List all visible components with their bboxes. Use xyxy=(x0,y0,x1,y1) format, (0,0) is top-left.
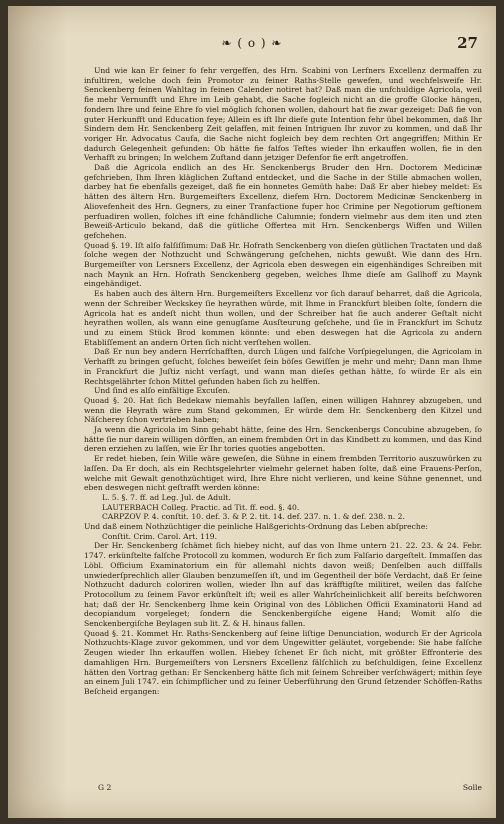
paragraph: Er redet hieben, ſein Wille wäre geweſen, die Sühne in einem frembden Territorio auszuwürken zu laſſen. Da Er doch, als ein Rechtsgelehrter vielmehr gelernet haben ſolte, daß eine Frauens-Perſon, welche mit Gewalt genothzüchtiget wird, Ihre Ehre nicht verlieren, und keine Sühne genennet, und eben deswegen nicht geſtrafft werden könne: xyxy=(84,454,482,493)
paragraph: Quoad §. 19. Iſt alſo falſiſſimum: Daß Hr. Hofrath Senckenberg von dieſen gütlichen Tractaten und daß ſolche wegen der Nothzucht und Schwängerung geſchehen, nichts gewußt. Wie dann des Hrn. Burgemeiſter von Lersners Excellenz, der Agricola eben deswegen ein eigenhändiges Schreiben mit nach Maynk an Hrn. Hofrath Senckenberg gegeben, welches Ihme dieſe am Gallhoff zu Maynk eingehändiget. xyxy=(84,240,482,289)
paragraph: Es haben auch des ältern Hrn. Burgemeiſters Excellenz vor ſich darauf beharret, daß die Agricola, wenn der Schreiber Weckskey ſie heyrathen würde, mit Ihme in Franckfurt bleiben ſolte, ſondern die Agricola hat es andeſt nicht thun wollen, und der Schreiber hat ſie auch anderer Geſtalt nicht heyrathen wollen, als wann eine genugſame Ausſteurung geſchehe, und ſie in Franckfurt im Schutz und zu einem Stück Brod kommen könnte: und eben deswegen hat die Agricola zu andern Etabliſſement an andern Orten ſich nicht verſtehen wollen. xyxy=(84,289,482,347)
paragraph: Quoad §. 21. Kommet Hr. Raths-Senckenberg auf ſeine liſtige Denunciation, wodurch Er der Agricola Nothzuchts-Klage zuvor gekommen, und vor dem Ungewitter geläutet, vorgebende: Sie habe falſche Zeugen wieder Ihn erkauffen wollen. Hiebey ſchenet Er ſich nicht, mit größter Effronterie des damahligen Hrn. Burgemeiſters von Lersners Excellenz fälſchlich zu beſchuldigen, ſeine Excellenz hätten den Vortrag gethan: Er Senckenberg hätte ſich mit ſeinem Schreiber verſchwägert; mithin ſeye an einem Juli 1747. ein ſchimpflicher und zu ſeiner Ueberführung den Grund ſetzender Schöffen-Raths Beſcheid ergangen: xyxy=(84,628,482,696)
page-header-ornament: ❧ ( o ) ❧ xyxy=(221,36,283,50)
page-number: 27 xyxy=(457,34,478,52)
document-body xyxy=(84,66,482,770)
paragraph: CARPZOV P. 4. conſtit. 10. def. 3. & P. 2. tit. 14. def. 237. n. 1. & def. 238. n. 2. xyxy=(102,512,405,522)
paragraph: Daß Er nun bey andern Herrſchafften, durch Lügen und falſche Vorſpiegelungen, die Agricolam in Verhafft zu bringen geſucht, ſolches beweiſet ſein böſes Gewiſſen je mehr und mehr; Dann man Ihme in Franckfurt die Juſtiz nicht verſagt, und wann man dieſes gethan hätte, ſo würde Er als ein Rechtsgelährter ſchon Mittel gefunden haben ſich zu helffen. xyxy=(84,347,482,386)
page-gutter-shadow xyxy=(8,6,68,818)
paragraph: Und wie kan Er feiner fo fehr vergeffen, des Hrn. Scabini von Lerfners Excellenz dermaffen zu infultiren, welche doch fein Promotor zu feiner Raths-Stelle gewefen, und wechfelsweife Hr. Senckenberg feinen Wahltag in feinen Calender notiret hat? Daß man die unfchuldige Agricola, weil fie mehr Vernunfft und Ehre im Leib gehabt, die Sache fogleich nicht an die groffe Glocke hängen, fondern Ihre und feine Ehre fo viel möglich fchonen wollen, dahourt hat fie zwar gezeiget: Daß fie von guter Herkunfft und Education feye; Allein es ift Ihr diefe gute Intention fehr übel bekommen, daß Ihr Sindern dem Hr. Senckenberg Zeit gelaffen, mit feinen Intriguen Ihr zuvor zu kommen, und daß Ihr voriger Hr. Advocatus Caufa, die Sache nicht fogleich bey dem rechten Ort angegriffen; Mithin Er dadurch Gelegenheit gefunden: Ob hätte fie falfos Teftes wieder Ihn erkauffen wollen, fie in den Verhafft zu bringen; In welchem Zuftand dann jetziger Defenfor fie erft angetroffen. xyxy=(84,66,482,163)
paragraph: Conſtit. Crim. Carol. Art. 119. xyxy=(102,531,218,541)
paragraph: LAUTERBACH Colleg. Practic. ad Tit. ff. eod. §. 40. xyxy=(102,502,300,512)
paragraph: Der Hr. Senckenberg ſchämet ſich hiebey nicht, auf das von Ihme untern 21. 22. 23. & 24. Febr. 1747. erkünſtelte falſche Protocoll zu kommen, wodurch Er ſich zum Falſario dargeſtelt. Immaſſen das Löbl. Officium Examinatorium ein für allemahl nichts davon weiß; Denſelben auch diſſfalls unwiederſprechlich aller Glauben benzumeſſen iſt, und im Gegentheil der böſe Verdacht, daß Er ſeine Nothzucht dadurch coloriren wollen, wieder Ihn auf das kräfftigſte militiret, weilen das falſche Protocollum zu ſeinem Favor erkünſtelt iſt; weil es aller Wahrſcheinlichkeit allſ bereits beſchworen hat; daß der Hr. Senckenberg Ihme kein Original von des Löblichen Officii Examinatorii Hand ad decopiandum vorgeleget; ſondern die Senckenbergiſche eigene Hand; Womit alſo die Senckenbergiſche Beylagen sub lit. Z. & H. hinaus fallen. xyxy=(84,541,482,629)
document-page xyxy=(8,6,496,818)
paragraph: L. 5. §. 7. ff. ad Leg. Jul. de Adult. xyxy=(102,492,231,502)
paragraph: Quoad §. 20. Hat ſich Bedekaw niemahls beyfallen laſſen, einen willigen Hahnrey abzugeben, und wenn die Heyrath wäre zum Stand gekommen, Er würde dem Hr. Senckenberg den Kitzel und Näſcherey ſchon vertrieben haben; xyxy=(84,395,482,425)
paragraph: Ja wenn die Agricola im Sinn gehabt hätte, ſeine des Hrn. Senckenbergs Concubine abzugeben, ſo hätte ſie nur darein willigen dörffen, an einem frembden Ort in das Kindbett zu kommen, und das Kind deren erziehen zu laſſen, wie Er Ihr tories quoties angebotten. xyxy=(84,425,482,454)
paragraph: Und daß einem Nothzüchtiger die peinliche Halßgerichts-Ordnung das Leben abſpreche: xyxy=(84,522,428,532)
paragraph: Und ſind es alſo einfältige Excuſen. xyxy=(94,386,230,396)
page-footer xyxy=(98,783,482,792)
paragraph: Daß die Agricola endlich an des Hr. Senckenbergs Bruder den Hrn. Doctorem Medicinæ gefchrieben, Ihm Ihren kläglichen Zuftand entdecket, und die Sache in der Stille abmachen wollen, darbey hat fie ebenfalls gezeiget, daß fie ein honnetes Gemüth habe: Daß Er aber hiebey meldet: Es hätten des ältern Hrn. Burgemeifters Excellenz, diefem Hrn. Doctorem Medicinæ Senckenberg in Aliovefenheit des Hrn. Gegners, zu einer Tranfactione fuper hoc Crimine per Negotiorum geftionem perfuadiren wollen, folches ift eine fchändliche Calumnie; fondern vielmehr aus dem iten und zten Beweiß-Articulo bekand, daß die gütliche Offertea mit Hrn. Senckenbergs Wiffen und Willen gefchehen. xyxy=(84,163,482,240)
signature-mark: G 2 xyxy=(98,783,112,792)
catchword: Solle xyxy=(462,783,482,792)
